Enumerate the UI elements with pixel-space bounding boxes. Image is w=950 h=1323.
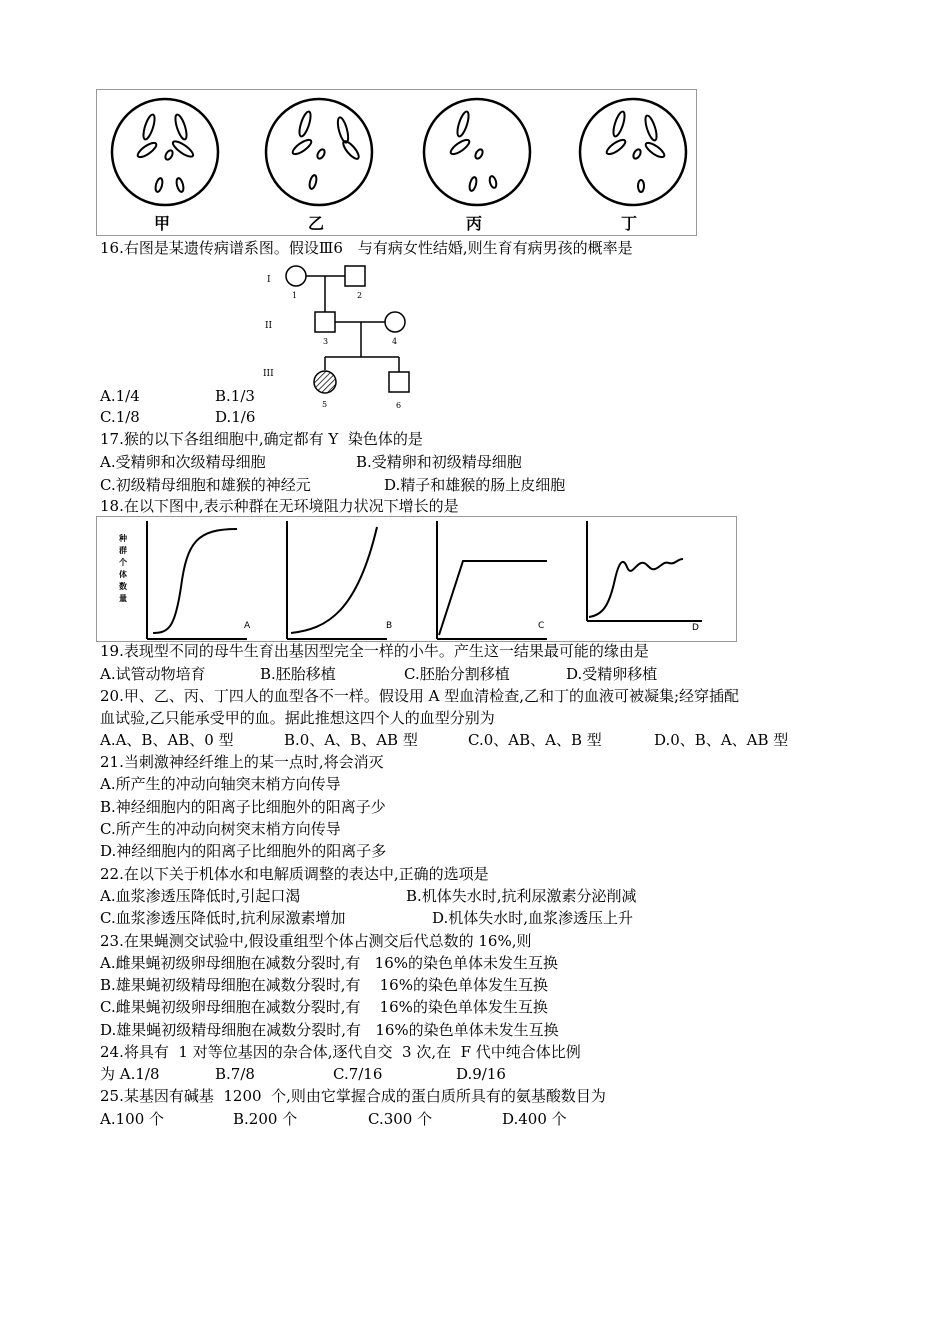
q16-stem: 16.右图是某遗传病谱系图。假设Ⅲ6 与有病女性结婚,则生育有病男孩的概率是 (100, 239, 633, 257)
q22-option-c: C.血浆渗透压降低时,抗利尿激素增加 (100, 909, 346, 927)
q23-option-b: B.雄果蝇初级精母细胞在减数分裂时,有 16%的染色单体发生互换 (100, 976, 548, 994)
person-number-3: 3 (323, 337, 329, 346)
q22-stem: 22.在以下关于机体水和电解质调整的表达中,正确的选项是 (100, 865, 489, 883)
gen-label-1: I (267, 275, 271, 285)
q22-option-d: D.机体失水时,血浆渗透压上升 (432, 909, 634, 927)
q25-option-b: B.200 个 (233, 1110, 298, 1128)
q19-option-d: D.受精卵移植 (566, 665, 658, 683)
q25-stem: 25.某基因有碱基 1200 个,则由它掌握合成的蛋白质所具有的氨基酸数目为 (100, 1087, 606, 1105)
graph-c (437, 521, 547, 639)
population-growth-figure (96, 516, 737, 642)
q17-option-a: A.受精卵和次级精母细胞 (100, 453, 266, 471)
q24-option-c: C.7/16 (333, 1065, 383, 1083)
y-axis-char-5: 数 (119, 581, 127, 591)
cell-label-jia: 甲 (154, 214, 171, 233)
q20-option-b: B.0、A、B、AB 型 (284, 731, 418, 749)
q16-option-a: A.1/4 (100, 387, 140, 405)
y-axis-char-6: 量 (119, 593, 127, 603)
q21-option-a: A.所产生的冲动向轴突末梢方向传导 (100, 775, 341, 793)
q23-option-a: A.雌果蝇初级卵母细胞在减数分裂时,有 16%的染色单体未发生互换 (100, 954, 559, 972)
q20-option-d: D.0、B、A、AB 型 (654, 731, 789, 749)
pedigree-chart (265, 262, 425, 412)
cell-bing (424, 99, 530, 205)
cell-label-bing: 丙 (466, 214, 483, 233)
person-number-1: 1 (292, 291, 298, 300)
graph-label-b: B (386, 621, 393, 631)
q21-option-b: B.神经细胞内的阳离子比细胞外的阳离子少 (100, 798, 386, 816)
y-axis-char-2: 群 (119, 545, 127, 555)
cell-label-ding: 丁 (621, 214, 638, 233)
person-number-6: 6 (396, 401, 402, 410)
q18-stem: 18.在以下图中,表示种群在无环境阻力状况下增长的是 (100, 497, 459, 515)
q24-option-b: B.7/8 (215, 1065, 255, 1083)
q17-option-b: B.受精卵和初级精母细胞 (356, 453, 522, 471)
pedigree-svg (265, 262, 425, 412)
q22-option-b: B.机体失水时,抗利尿激素分泌削减 (406, 887, 637, 905)
q22-option-a: A.血浆渗透压降低时,引起口渴 (100, 887, 301, 905)
graph-b (287, 521, 387, 639)
cell-ding (580, 99, 686, 205)
q25-option-d: D.400 个 (502, 1110, 567, 1128)
cell-jia (112, 99, 218, 205)
cell-label-yi: 乙 (308, 214, 325, 233)
q19-option-c: C.胚胎分割移植 (404, 665, 510, 683)
q24-stem: 24.将具有 1 对等位基因的杂合体,逐代自交 3 次,在 F 代中纯合体比例 (100, 1043, 581, 1061)
q23-option-c: C.雌果蝇初级卵母细胞在减数分裂时,有 16%的染色单体发生互换 (100, 998, 548, 1016)
graph-label-c: C (538, 621, 545, 631)
graph-label-d: D (692, 623, 699, 633)
q21-option-c: C.所产生的冲动向树突末梢方向传导 (100, 820, 341, 838)
q21-option-d: D.神经细胞内的阳离子比细胞外的阳离子多 (100, 842, 387, 860)
q19-stem: 19.表现型不同的母牛生育出基因型完全一样的小牛。产生这一结果最可能的缘由是 (100, 642, 649, 660)
graph-d (587, 521, 702, 621)
gen-label-3: III (263, 369, 274, 379)
q25-option-c: C.300 个 (368, 1110, 433, 1128)
q17-option-c: C.初级精母细胞和雄猴的神经元 (100, 476, 311, 494)
q23-stem: 23.在果蝇测交试验中,假设重组型个体占测交后代总数的 16%,则 (100, 932, 532, 950)
q19-option-a: A.试管动物培育 (100, 665, 206, 683)
y-axis-char-4: 体 (119, 569, 127, 579)
person-number-4: 4 (392, 337, 398, 346)
gen-label-2: II (265, 321, 273, 331)
q24-option-a: 为 A.1/8 (100, 1065, 160, 1083)
q21-stem: 21.当刺激神经纤维上的某一点时,将会消灭 (100, 753, 384, 771)
q20-option-a: A.A、B、AB、0 型 (100, 731, 234, 749)
q20-stem-line2: 血试验,乙只能承受甲的血。据此推想这四个人的血型分别为 (100, 709, 495, 727)
graph-a (118, 521, 247, 639)
q17-option-d: D.精子和雄猴的肠上皮细胞 (384, 476, 566, 494)
q25-option-a: A.100 个 (100, 1110, 164, 1128)
q23-option-d: D.雄果蝇初级精母细胞在减数分裂时,有 16%的染色单体未发生互换 (100, 1021, 559, 1039)
person-number-5: 5 (322, 400, 328, 409)
person-number-2: 2 (357, 291, 363, 300)
cell-yi (266, 99, 372, 205)
q20-stem-line1: 20.甲、乙、丙、丁四人的血型各不一样。假设用 A 型血清检查,乙和丁的血液可被凝集;经穿插配 (100, 687, 740, 705)
y-axis-char-3: 个 (119, 557, 127, 567)
q20-option-c: C.0、AB、A、B 型 (468, 731, 602, 749)
cells-svg (97, 90, 696, 235)
q16-option-d: D.1/6 (215, 408, 256, 426)
cell-division-figure (96, 89, 697, 236)
q16-option-c: C.1/8 (100, 408, 140, 426)
y-axis-char-1: 种 (119, 533, 127, 543)
q17-stem: 17.猴的以下各组细胞中,确定都有 Y 染色体的是 (100, 430, 423, 448)
q16-option-b: B.1/3 (215, 387, 255, 405)
q24-option-d: D.9/16 (456, 1065, 506, 1083)
growth-graphs-svg (97, 517, 736, 641)
graph-label-a: A (244, 621, 251, 631)
q19-option-b: B.胚胎移植 (260, 665, 336, 683)
